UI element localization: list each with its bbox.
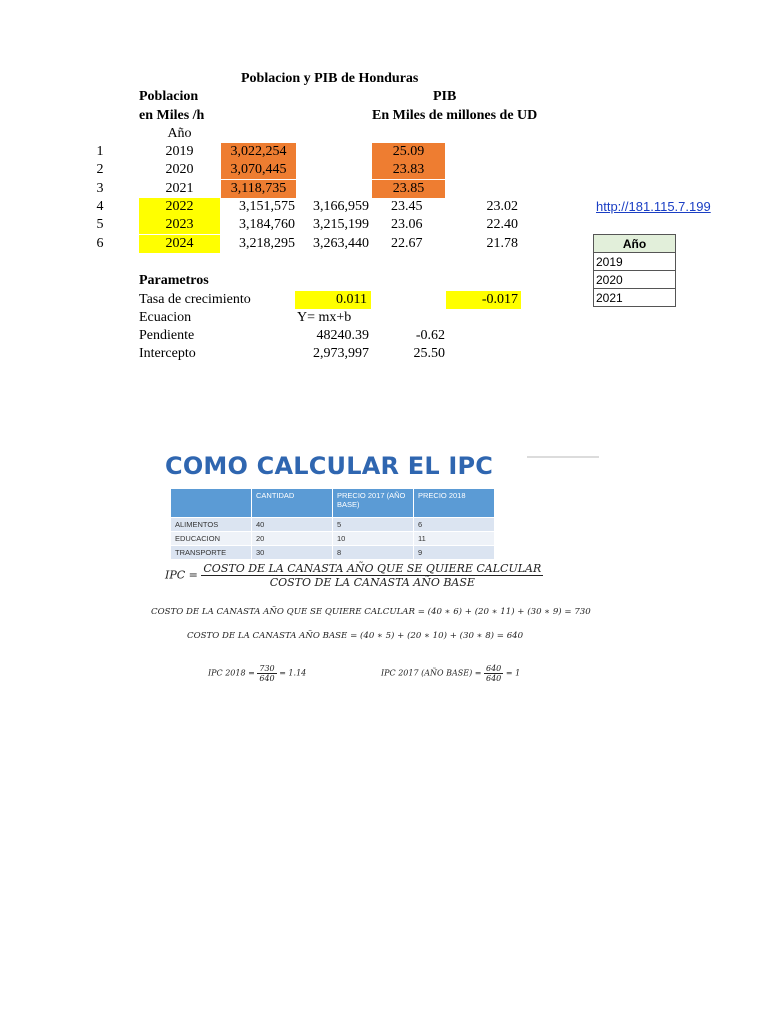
pib-cell[interactable]: 23.45 [391, 199, 423, 214]
year-cell[interactable]: 2023 [165, 217, 194, 232]
mini-year-cell[interactable]: 2020 [594, 271, 676, 289]
pib-cell[interactable]: 22.67 [391, 236, 423, 251]
ipc-line-2: COSTO DE LA CANASTA AÑO BASE = (40 ∗ 5) + (20 ∗ 10) + (30 ∗ 8) = 640 [187, 631, 524, 641]
ipc-td: 8 [333, 546, 414, 560]
ipc2017-num: 640 [486, 664, 502, 673]
year-cell[interactable]: 2019 [165, 144, 194, 159]
pop-header-1: Poblacion [139, 89, 199, 104]
pib-estimate-cell[interactable]: 22.40 [486, 217, 518, 232]
source-link[interactable]: http://181.115.7.199 [596, 199, 711, 214]
tasa-pop-cell[interactable] [295, 291, 371, 309]
params-label: Parametros [139, 273, 209, 288]
ipc-th: CANTIDAD [252, 489, 333, 518]
ipc-line-1: COSTO DE LA CANASTA AÑO QUE SE QUIERE CALCULAR = (40 ∗ 6) + (20 ∗ 11) + (30 ∗ 9) = 730 [151, 607, 591, 617]
ipc-title: COMO CALCULAR EL IPC [165, 452, 494, 480]
row-number: 6 [96, 236, 104, 251]
ipc2018-num: 730 [259, 664, 275, 673]
sheet-title: Poblacion y PIB de Honduras [241, 71, 419, 86]
ipc2018-lhs: IPC 2018 = [208, 668, 255, 678]
pib-header-1: PIB [433, 89, 457, 104]
intercepto-pop: 2,973,997 [313, 346, 369, 361]
ipc-td: 30 [252, 546, 333, 560]
pib-header-2: En Miles de millones de UD [372, 108, 538, 123]
ipc-th: PRECIO 2018 [414, 489, 495, 518]
tasa-label: Tasa de crecimiento [139, 292, 251, 307]
pib-estimate-cell[interactable]: 23.02 [486, 199, 518, 214]
mini-year-cell[interactable]: 2021 [594, 289, 676, 307]
pendiente-pib: -0.62 [415, 328, 445, 343]
ipc-th: PRECIO 2017 (AÑO BASE) [333, 489, 414, 518]
year-cell[interactable]: 2020 [165, 162, 194, 177]
year-cell[interactable]: 2021 [165, 181, 194, 196]
pib-estimate-cell[interactable]: 21.78 [486, 236, 518, 251]
population-cell[interactable]: 3,022,254 [230, 144, 287, 159]
formula-num: COSTO DE LA CANASTA AÑO QUE SE QUIERE CALCULAR [203, 562, 542, 575]
ecuacion-label: Ecuacion [139, 310, 192, 325]
ipc2018-den: 640 [259, 674, 275, 683]
pib-cell[interactable]: 23.06 [391, 217, 423, 232]
ipc-td: 10 [333, 532, 414, 546]
ipc2017-fraction [484, 664, 503, 683]
year-cell[interactable]: 2024 [165, 236, 194, 251]
ipc-td: EDUCACION [171, 532, 252, 546]
intercepto-label: Intercepto [139, 346, 196, 361]
population-cell[interactable]: 3,184,760 [239, 217, 295, 232]
ipc2018-fraction [257, 664, 276, 683]
pendiente-pop: 48240.39 [316, 328, 369, 343]
ipc-td: 20 [252, 532, 333, 546]
ipc2017-lhs: IPC 2017 (AÑO BASE) = [381, 668, 482, 678]
pendiente-label: Pendiente [139, 328, 195, 343]
ipc-th [171, 489, 252, 518]
ipc-formula [165, 562, 543, 589]
population-cell[interactable]: 3,070,445 [230, 162, 287, 177]
ipc-td: 11 [414, 532, 495, 546]
year-mini-table [593, 234, 676, 307]
pib-cell[interactable]: 23.83 [392, 162, 425, 177]
ipc-td: TRANSPORTE [171, 546, 252, 560]
ipc2017-den: 640 [486, 674, 502, 683]
row-number: 1 [96, 144, 104, 159]
ipc-table [170, 488, 495, 560]
tasa-pop-value: 0.011 [336, 292, 367, 307]
ipc-td: ALIMENTOS [171, 518, 252, 532]
population-cell[interactable]: 3,151,575 [239, 199, 295, 214]
row-number: 3 [96, 181, 104, 196]
formula-fraction [201, 562, 543, 589]
year-header: Año [167, 126, 192, 141]
tasa-pib-cell[interactable] [446, 291, 521, 309]
pib-cell[interactable]: 25.09 [392, 144, 425, 159]
row-number: 2 [96, 162, 104, 177]
mini-year-cell[interactable]: 2019 [594, 253, 676, 271]
population-cell[interactable]: 3,218,295 [239, 236, 295, 251]
ipc-td: 6 [414, 518, 495, 532]
year-cell[interactable]: 2022 [165, 199, 194, 214]
ipc-image[interactable] [151, 452, 601, 702]
intercepto-pib: 25.50 [413, 346, 445, 361]
tasa-pib-value: -0.017 [481, 292, 518, 307]
ipc-2017 [381, 664, 520, 683]
ipc2017-rhs: = 1 [505, 668, 521, 678]
ipc-td: 5 [333, 518, 414, 532]
ipc2018-rhs: = 1.14 [279, 668, 307, 678]
ipc-td: 9 [414, 546, 495, 560]
population-estimate-cell[interactable]: 3,215,199 [313, 217, 369, 232]
pop-header-2: en Miles /h [139, 108, 205, 123]
population-estimate-cell[interactable]: 3,263,440 [313, 236, 369, 251]
formula-lhs: IPC = [165, 568, 198, 582]
mini-header[interactable]: Año [594, 235, 676, 253]
ipc-td: 40 [252, 518, 333, 532]
population-cell[interactable]: 3,118,735 [230, 181, 287, 196]
formula-den: COSTO DE LA CANASTA AÑO BASE [269, 576, 475, 589]
ipc-2018 [208, 664, 306, 683]
ipc-divider [527, 456, 599, 458]
pib-cell[interactable]: 23.85 [392, 181, 425, 196]
row-number: 5 [96, 217, 104, 232]
population-estimate-cell[interactable]: 3,166,959 [313, 199, 369, 214]
row-number: 4 [96, 199, 104, 214]
ecuacion-value: Y= mx+b [297, 310, 352, 325]
